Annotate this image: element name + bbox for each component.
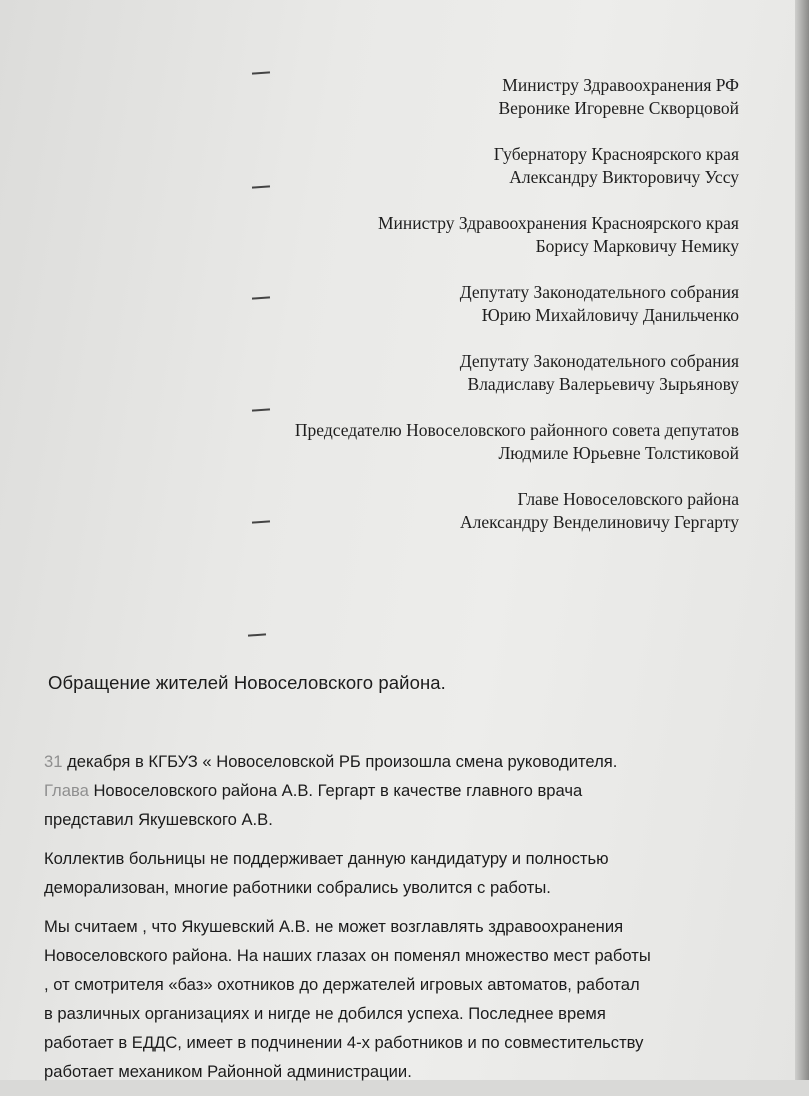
addressee-governor — [179, 143, 739, 189]
addressee-name: Людмиле Юрьевне Толстиковой — [498, 443, 739, 463]
page-shadow-edge — [795, 0, 809, 1080]
text-segment: Новоселовского района А.В. Гергарт в качестве главного врача — [88, 781, 583, 800]
addressee-title: Главе Новоселовского района — [517, 489, 739, 509]
addressee-name: Борису Марковичу Немику — [535, 236, 739, 256]
text-line: Коллектив больницы не поддерживает данную кандидатуру и полностью — [44, 849, 609, 868]
text-segment: декабря в КГБУЗ « Новоселовской РБ произошла смена руководителя. — [62, 752, 618, 771]
addressee-health-minister-rf — [179, 74, 739, 120]
faded-text: Глава — [44, 781, 89, 800]
text-line: в различных организациях и нигде не добился успеха. Последнее время — [44, 1004, 606, 1023]
addressee-name: Владиславу Валерьевичу Зырьянову — [467, 374, 739, 394]
faded-text: 31 — [44, 752, 63, 771]
appeal-body — [44, 672, 764, 1096]
addressee-title: Председателю Новоселовского районного совета депутатов — [294, 420, 739, 440]
addressee-title: Депутату Законодательного собрания — [459, 282, 739, 302]
pen-mark — [248, 633, 266, 636]
text-line — [44, 776, 764, 805]
text-line: , от смотрителя «баз» охотников до держателей игровых автоматов, работал — [44, 975, 640, 994]
addressee-title: Министру Здравоохранения РФ — [502, 75, 739, 95]
addressee-title: Губернатору Красноярского края — [493, 144, 739, 164]
addressee-name: Юрию Михайловичу Данильченко — [481, 305, 739, 325]
addressee-deputy-2 — [179, 350, 739, 396]
addressee-title: Министру Здравоохранения Красноярского края — [377, 213, 739, 233]
text-line: представил Якушевского А.В. — [44, 810, 273, 829]
text-line: Мы считаем , что Якушевский А.В. не может возглавлять здравоохранения — [44, 917, 624, 936]
appeal-title: Обращение жителей Новоселовского района. — [48, 672, 446, 693]
text-line — [44, 747, 764, 776]
paragraph-2 — [44, 844, 764, 902]
addressee-title: Депутату Законодательного собрания — [459, 351, 739, 371]
addressee-name: Веронике Игоревне Скворцовой — [498, 98, 739, 118]
text-line: деморализован, многие работники собрались уволится с работы. — [44, 878, 551, 897]
paragraph-1 — [44, 747, 764, 834]
addressee-name: Александру Викторовичу Уссу — [509, 167, 739, 187]
addressee-district-head — [179, 488, 739, 534]
addressee-deputy-1 — [179, 281, 739, 327]
text-line: работает в ЕДДС, имеет в подчинении 4-х работников и по совместительству — [44, 1033, 644, 1052]
text-line: Новоселовского района. На наших глазах он поменял множество мест работы — [44, 946, 651, 965]
text-line: работает механиком Районной администрации. — [44, 1062, 412, 1081]
addressee-block — [179, 74, 739, 557]
addressee-council-chair — [179, 419, 739, 465]
addressee-regional-health-minister — [179, 212, 739, 258]
addressee-name: Александру Венделиновичу Гергарту — [459, 512, 739, 532]
paragraph-3 — [44, 912, 764, 1086]
